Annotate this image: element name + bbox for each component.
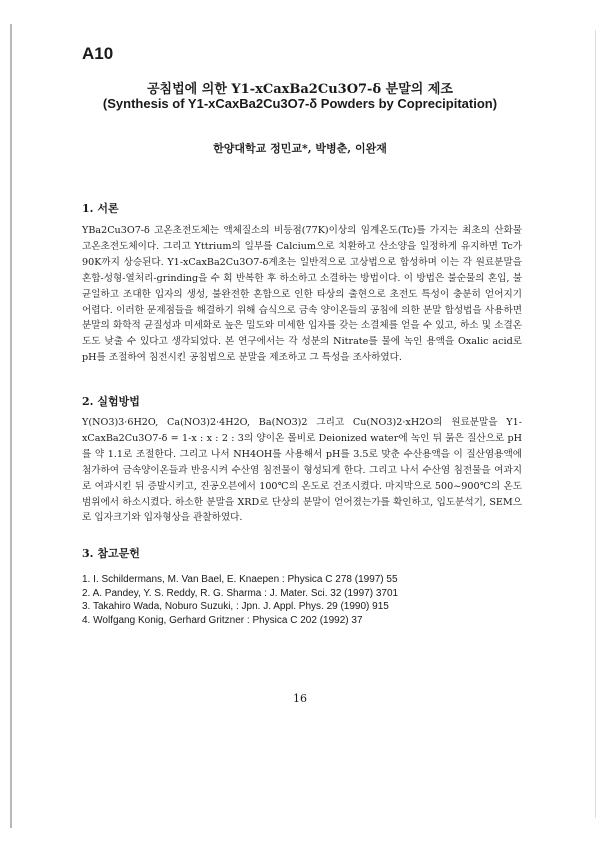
methods-paragraph: Y(NO3)3·6H2O, Ca(NO3)2·4H2O, Ba(NO3)2 그리고 Cu(NO3)2·xH2O의 원료분말을 Y1-xCaxBa2Cu3O7-δ = 1-x : x : 2 : 3의 양이온 몰비로 Deionized water에 녹인 뒤 묽은 질산으로 pH를 약 1.1로 조절한다. 그리고 나서 NH4OH를 사용해서 pH를 3.5로 맞춘 수산용액을 이 질산염용액에 첨가하여 금속양이온들과 반응시켜 수산염 침전물이 형성되게 한다. 그리고 나서 수산염 침전물을 여과지로 여과시킨 뒤 증발시키고, 진공오븐에서 100℃의 온도로 건조시켰다. 마지막으로 500~900℃의 온도범위에서 하소시켰다. 하소한 분말을 XRD로 단상의 분말이 얻어졌는가를 확인하고, 입도분석기, SEM으로 입자크기와 입자형상을 관찰하였다. xyxy=(82,417,522,524)
page-number: 16 xyxy=(293,692,307,705)
abstract-id: A10 xyxy=(82,44,114,63)
reference-item: 2. A. Pandey, Y. S. Reddy, R. G. Sharma : J. Mater. Sci. 32 (1997) 3701 xyxy=(82,587,399,599)
authors-affiliation: 한양대학교 정민교*, 박병춘, 이완재 xyxy=(213,142,387,155)
title-korean: 공침법에 의한 Y1-xCaxBa2Cu3O7-δ 분말의 제조 xyxy=(147,82,453,97)
reference-item: 4. Wolfgang Konig, Gerhard Gritzner : Physica C 202 (1992) 37 xyxy=(82,614,363,626)
reference-list xyxy=(82,573,542,627)
section-heading-methods: 2. 실험방법 xyxy=(82,395,140,408)
intro-paragraph: YBa2Cu3O7-δ 고온초전도체는 액체질소의 비등점(77K)이상의 임계온도(Tc)를 가지는 최초의 산화물 고온초전도체이다. 그리고 Yttrium의 일부를 Calcium으로 치환하고 산소양을 일정하게 유지하면 Tc가 90K까지 상승된다. Y1-xCaxBa2Cu3O7-δ계초는 일반적으로 고상법으로 합성하며 이는 각 원료분말을 혼합-성형-열처리-grinding을 수 회 반복한 후 하소하고 소결하는 방법이다. 이 방법은 불순물의 혼입, 불균일하고 조대한 입자의 생성, 불완전한 혼합으로 인한 타상의 출현으로 초전도 특성이 충분히 얻어지기 어렵다. 이러한 문제점들을 해결하기 위해 습식으로 금속 양이온들의 공침에 의한 분말 합성법을 사용하면 분말의 화학적 균질성과 미세화로 높은 밀도와 미세한 입자를 갖는 소결체를 얻을 수 있고, 하소 및 소결온도도 낮출 수 있다고 생각되었다. 본 연구에서는 각 성분의 Nitrate를 물에 녹인 용액을 Oxalic acid로 pH를 조절하여 침전시킨 공침법으로 분말을 제조하고 그 특성을 조사하였다. xyxy=(82,225,522,364)
title-english: (Synthesis of Y1-xCaxBa2Cu3O7-δ Powders by Coprecipitation) xyxy=(102,96,498,111)
reference-item: 3. Takahiro Wada, Noburo Suzuki, : Jpn. J. Appl. Phys. 29 (1990) 915 xyxy=(82,601,389,613)
reference-item: 1. I. Schildermans, M. Van Bael, E. Knaepen : Physica C 278 (1997) 55 xyxy=(82,574,398,585)
section-heading-references: 3. 참고문헌 xyxy=(82,547,140,560)
section-heading-intro: 1. 서론 xyxy=(82,202,119,215)
